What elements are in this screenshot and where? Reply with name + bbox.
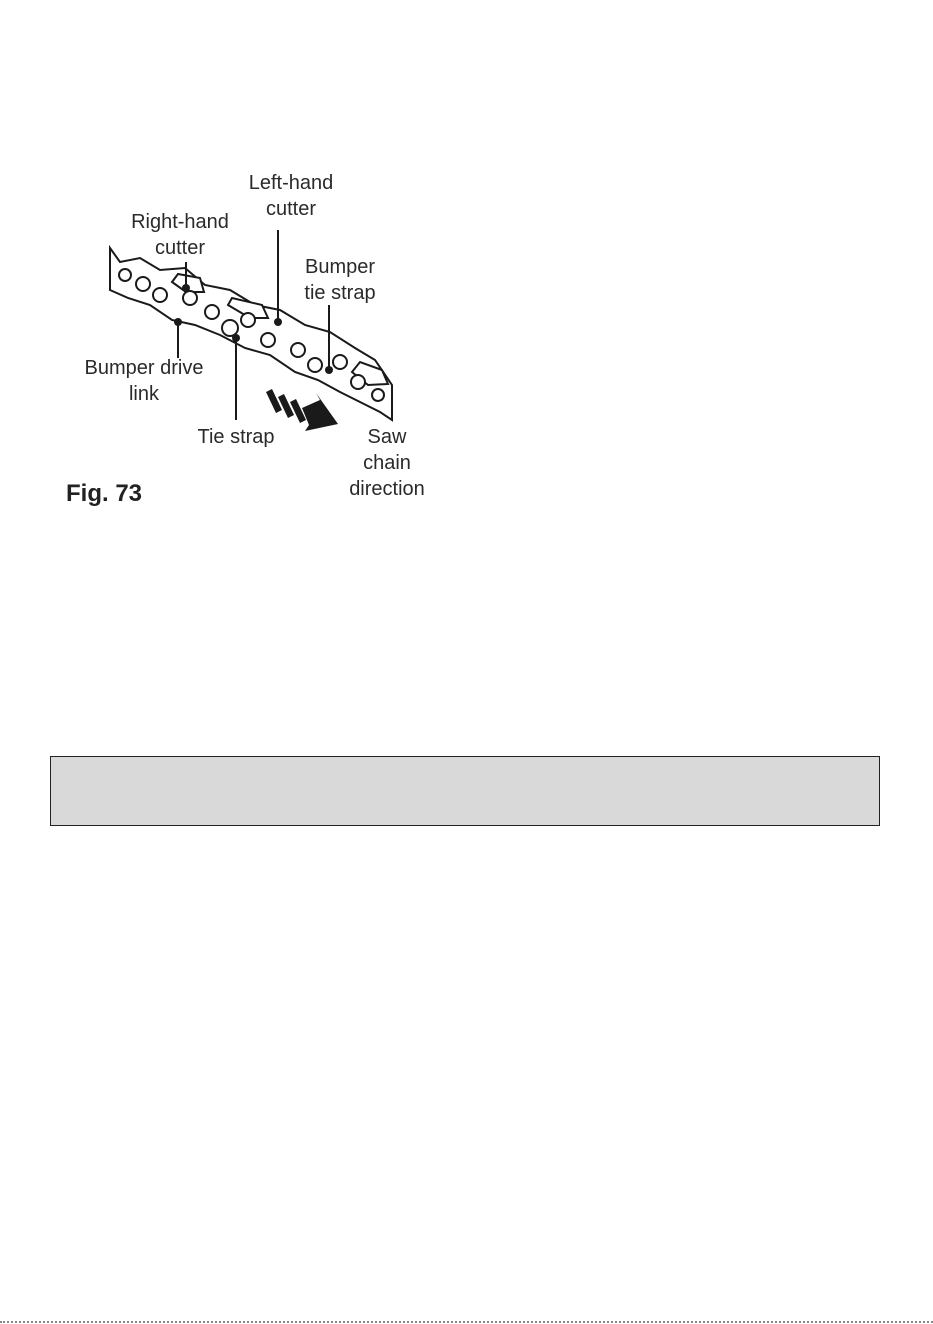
bumper-drive-link-label xyxy=(76,355,212,407)
left-hand-cutter-label xyxy=(236,170,346,222)
bumper-tie-strap-label xyxy=(292,254,388,306)
tie-strap-label: Tie strap xyxy=(197,426,275,448)
bumper-drive-link-label-line2: link xyxy=(128,383,159,405)
saw-chain-direction-label-line3: direction xyxy=(349,478,425,500)
bumper-tie-strap-label-line2: tie strap xyxy=(304,282,376,304)
right-hand-cutter-label-line1: Right-hand xyxy=(131,211,229,233)
left-hand-cutter-label-line1: Left-hand xyxy=(248,172,334,194)
saw-chain-direction-label-line2: chain xyxy=(363,452,411,474)
right-hand-cutter-label-line2: cutter xyxy=(154,237,206,259)
figure-caption: Fig. 73 xyxy=(66,480,143,507)
left-hand-cutter-label-line2: cutter xyxy=(265,198,317,220)
saw-chain-illustration xyxy=(0,0,933,560)
page-bottom-rule xyxy=(0,1321,933,1323)
note-box xyxy=(50,756,880,826)
right-hand-cutter-label xyxy=(118,209,242,261)
chain-figure xyxy=(0,0,933,560)
bumper-tie-strap-label-line1: Bumper xyxy=(304,256,376,278)
bumper-drive-link-label-line1: Bumper drive xyxy=(84,357,204,379)
saw-chain-direction-label-line1: Saw xyxy=(367,426,407,448)
saw-chain-direction-label xyxy=(342,424,432,502)
